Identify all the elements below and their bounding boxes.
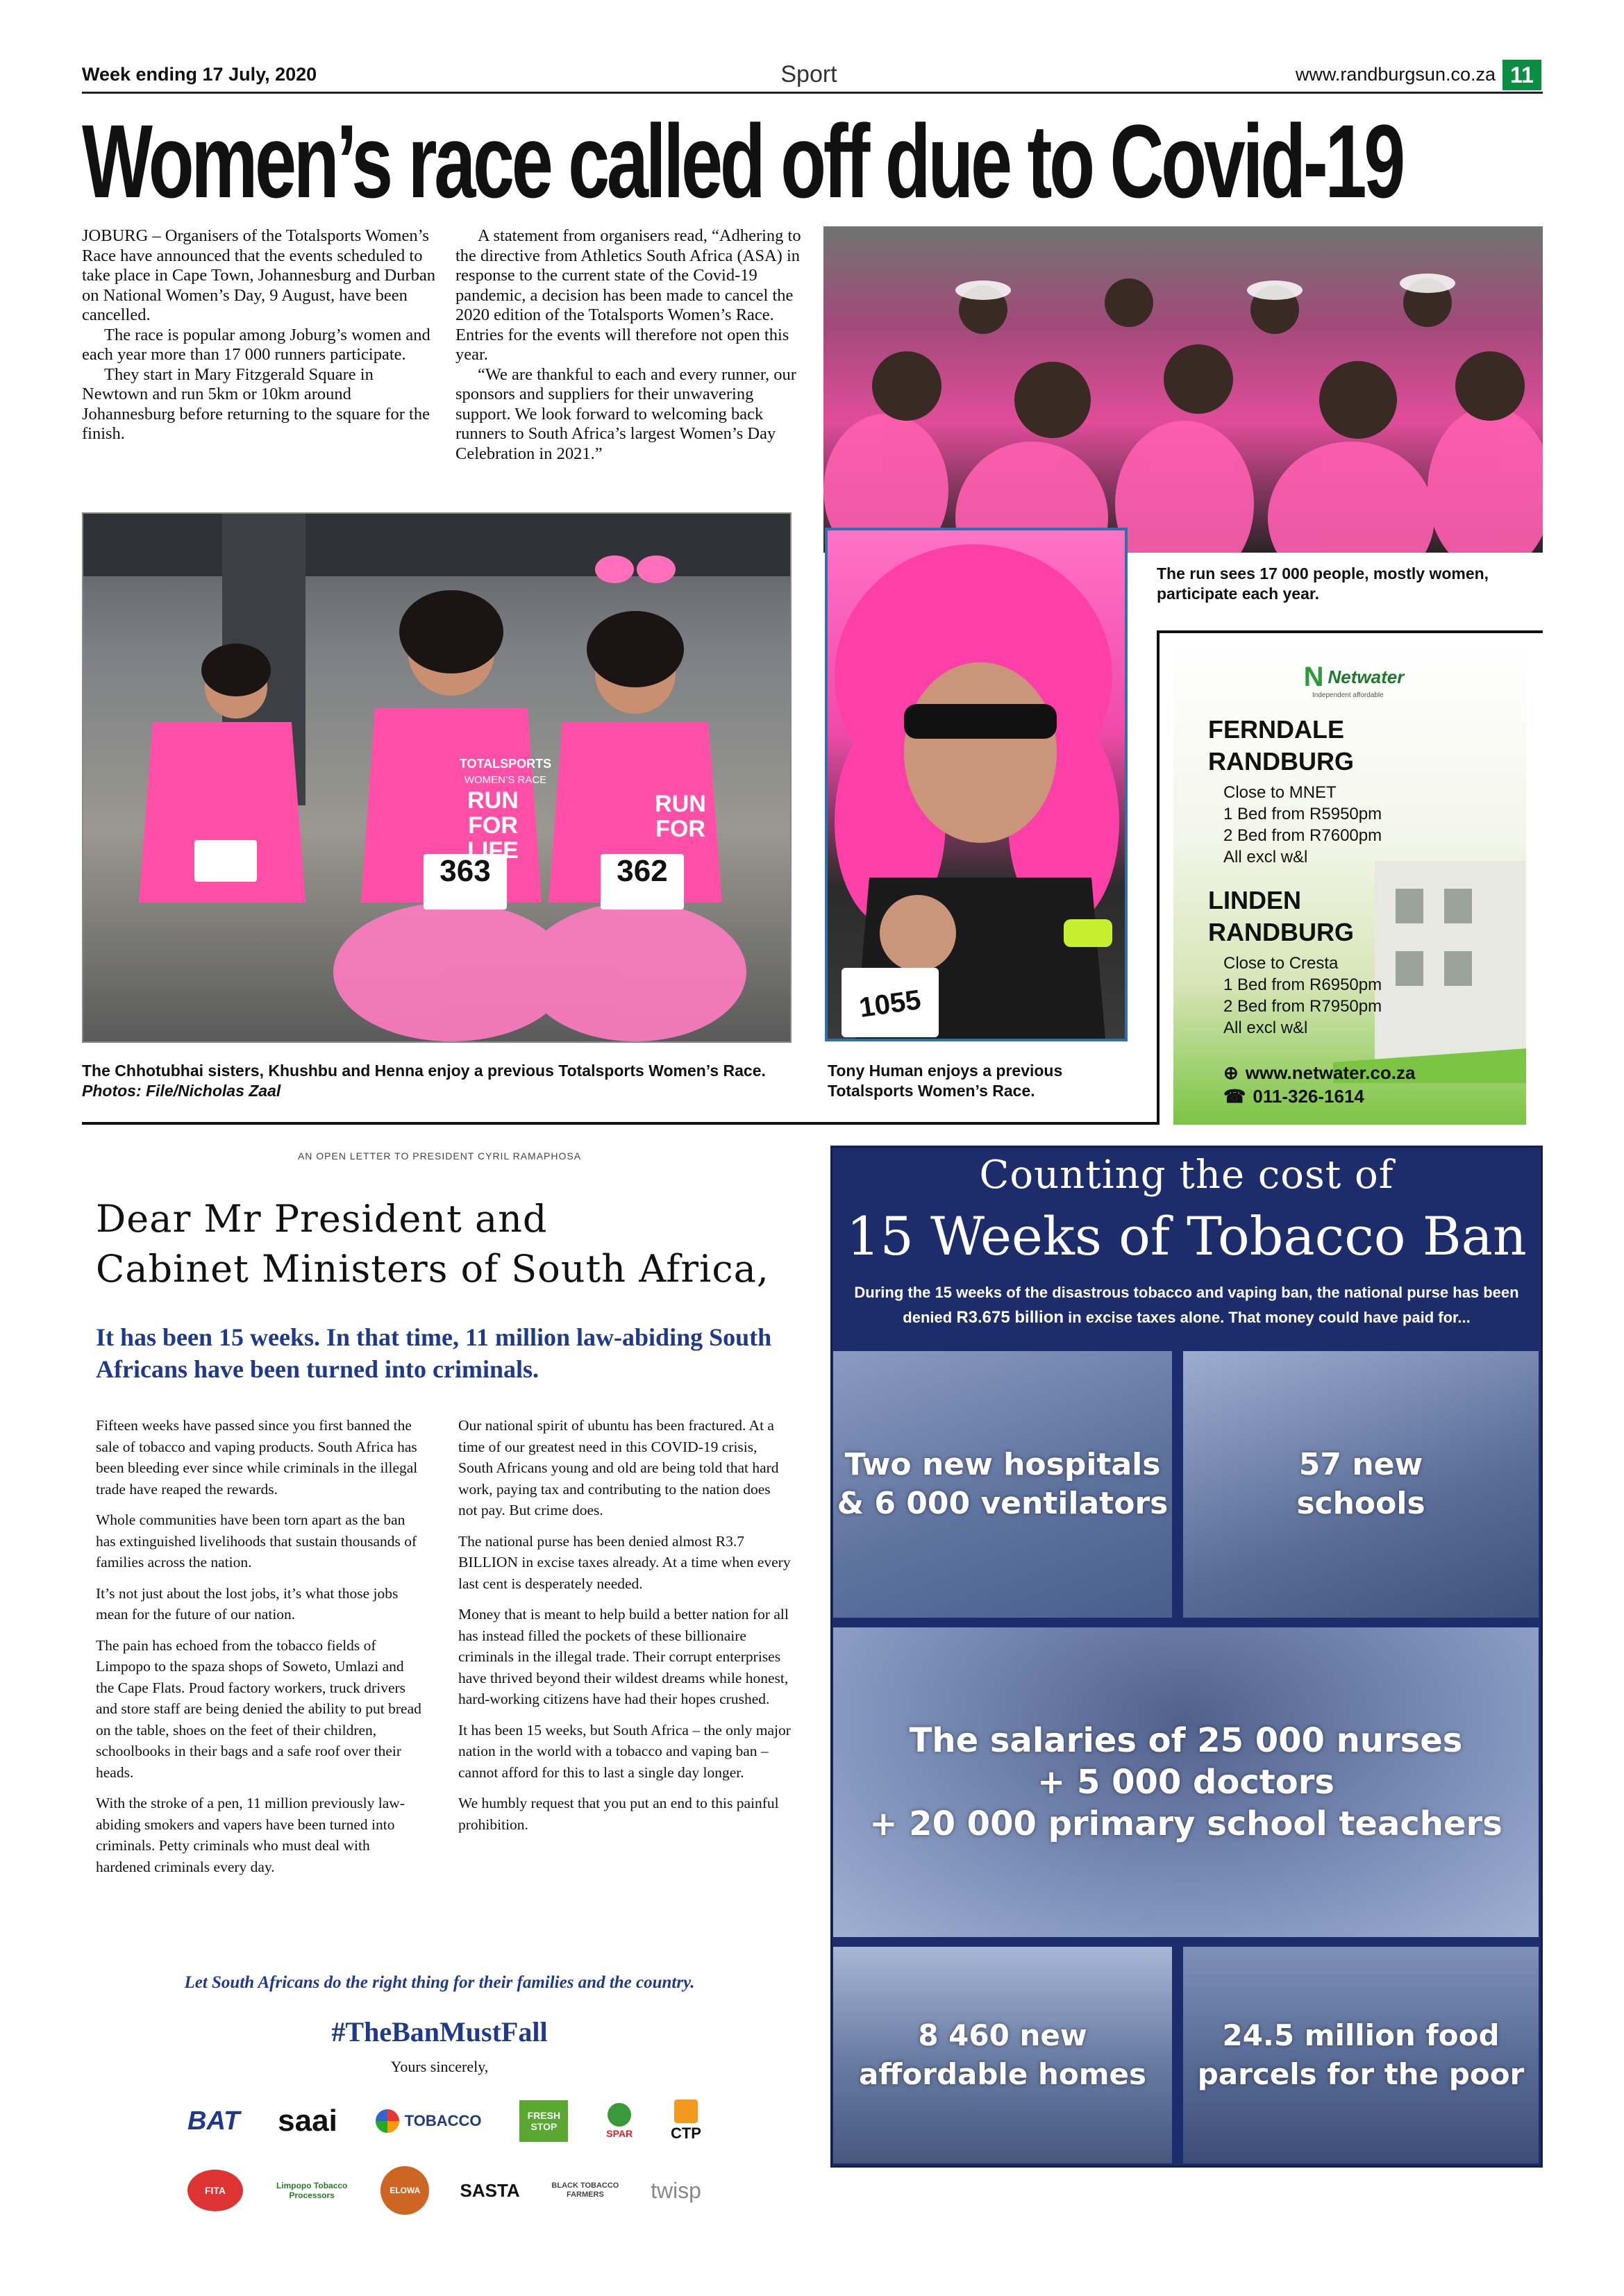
area-details <box>1223 953 1382 1039</box>
area-detail-line: 2 Bed from R7950pm <box>1223 997 1382 1016</box>
tony-caption: Tony Human enjoys a previous Totalsports Women’s Race. <box>828 1062 1063 1100</box>
ctp-text: CTP <box>670 2125 701 2142</box>
area-detail-line: Close to MNET <box>1223 783 1337 802</box>
tony-photo-illustration <box>828 530 1125 1039</box>
hashtag[interactable]: #TheBanMustFall <box>331 2016 548 2047</box>
intro-amount: R3.675 billion <box>956 1308 1064 1327</box>
globe-icon: ⊕ <box>1223 1062 1239 1083</box>
elowa-logo: ELOWA <box>380 2166 429 2215</box>
saai-logo: saai <box>278 2104 337 2138</box>
article-bottom-rule <box>82 1122 1160 1125</box>
netwater-phone[interactable]: 011-326-1614 <box>1253 1086 1364 1107</box>
letter-paragraph: Fifteen weeks have passed since you first banned the sale of tobacco and vaping products. South Africa has been bleeding ever since while criminals in the illegal trade have reaped the rewards. <box>96 1417 418 1498</box>
tile-schools <box>1183 1351 1539 1618</box>
black-tobacco-farmers-logo: BLACK TOBACCO FARMERS <box>551 2181 619 2199</box>
shirt-text: RUN FOR <box>655 791 706 842</box>
letter-paragraph: It has been 15 weeks, but South Africa – the only major nation in the world with a tobacco and vaping ban – cannot afford for this to last a single day longer. <box>458 1721 791 1781</box>
bat-logo: BAT <box>187 2106 240 2136</box>
page-number: 11 <box>1502 60 1541 90</box>
letter-subtitle: It has been 15 weeks. In that time, 11 million law-abiding South Africans have been turned into criminals. <box>96 1323 772 1383</box>
shirt-event: WOMEN’S RACE <box>464 774 547 786</box>
phone-icon: ☎ <box>1223 1086 1246 1107</box>
area-details <box>1223 782 1382 868</box>
ctp-logo <box>671 2100 701 2143</box>
twisp-logo: twisp <box>651 2177 701 2203</box>
ad-border-left <box>1157 630 1160 1125</box>
headline: Women’s race called off due to Covid-19 <box>82 103 1403 219</box>
netwater-logo <box>1278 660 1430 694</box>
tobacco-alliance-text: TOBACCO <box>404 2112 482 2129</box>
intro-text: in excise taxes alone. That money could have paid for... <box>1068 1309 1471 1326</box>
sisters-caption-text: The Chhotubhai sisters, Khushbu and Henna enjoy a previous Totalsports Women’s Race. <box>82 1062 766 1080</box>
tile-text: 57 new schools <box>1296 1447 1425 1521</box>
area-detail-line: 2 Bed from R7600pm <box>1223 826 1382 845</box>
tile-text: 8 460 new affordable homes <box>859 2018 1146 2091</box>
letter-col-1 <box>96 1415 422 1887</box>
sisters-caption <box>82 1061 790 1101</box>
tobacco-alliance-icon <box>376 2109 399 2133</box>
tobacco-alliance-logo <box>376 2109 482 2133</box>
crowd-photo <box>823 226 1543 553</box>
sisters-photo <box>82 512 792 1043</box>
crowd-photo-illustration <box>823 226 1543 553</box>
tile-salaries <box>833 1627 1539 1937</box>
tile-food-parcels <box>1183 1947 1539 2163</box>
area-detail-line: 1 Bed from R5950pm <box>1223 805 1382 823</box>
photo-credit: Photos: File/Nicholas Zaal <box>82 1082 281 1100</box>
fresh-stop-logo: FRESH STOP <box>519 2100 568 2142</box>
area-title: LINDEN RANDBURG <box>1208 886 1354 946</box>
netwater-phone-row[interactable] <box>1223 1086 1364 1107</box>
article-paragraph: The race is popular among Joburg’s women and each year more than 17 000 runners participate. <box>82 325 430 364</box>
ctp-icon <box>674 2100 698 2123</box>
shirt-brand: TOTALSPORTS <box>459 757 552 771</box>
netwater-brand: Netwater <box>1328 666 1405 687</box>
article-paragraph: A statement from organisers read, “Adhering to the directive from Athletics South Africa (ASA) in response to the current state of the Covid-19 pandemic, a decision has been made to cancel the 2020 edition of the Totalsports Women’s Race. Entries for the events will therefore not open this year. <box>455 226 801 364</box>
letter-paragraph: Money that is meant to help build a better nation for all has instead filled the pockets of these billionaire criminals in the illegal trade. Their corrupt enterprises have thrived beyond their wildest dreams while honest, hard-working citizens have had their hopes crushed. <box>458 1606 789 1707</box>
netwater-n-icon: N <box>1303 661 1324 692</box>
netwater-website[interactable]: www.netwater.co.za <box>1245 1062 1416 1083</box>
letter-paragraph: Whole communities have been torn apart as the ban has extinguished livelihoods that sustain thousands of families across the nation. <box>96 1511 417 1570</box>
fita-logo: FITA <box>187 2170 243 2211</box>
letter-paragraph: The pain has echoed from the tobacco fields of Limpopo to the spaza shops of Soweto, Umlazi and the Cape Flats. Proud factory workers, truck drivers and store staff are being denied the ability to put bread on the table, shoes on the feet of their children, schoolbooks in their bags and a safe roof over their heads. <box>96 1636 421 1781</box>
tobacco-ad-line2: 15 Weeks of Tobacco Ban <box>846 1205 1527 1267</box>
sponsor-logos-row-2 <box>187 2159 701 2222</box>
letter-paragraph: Our national spirit of ubuntu has been fractured. At a time of our greatest need in this COVID-19 crisis, South Africans young and old are being told that hard work, paying tax and contributing to the nation does not pay. But crime does. <box>458 1417 779 1518</box>
netwater-tagline: Independent affordable <box>1312 692 1384 699</box>
shirt-text: RUN FOR LIFE <box>467 787 519 864</box>
area-detail-line: All excl w&l <box>1223 848 1308 866</box>
netwater-web-row[interactable] <box>1223 1062 1415 1084</box>
tile-hospitals <box>833 1351 1172 1618</box>
header-rule <box>82 92 1543 94</box>
article-col-1 <box>82 226 436 444</box>
limpopo-logo: Limpopo Tobacco Processors <box>276 2181 348 2200</box>
letter-paragraph: We humbly request that you put an end to this painful prohibition. <box>458 1795 779 1833</box>
tile-homes <box>833 1947 1172 2163</box>
area-detail-line: All excl w&l <box>1223 1019 1308 1037</box>
race-bib: 363 <box>440 854 491 888</box>
area-title: FERNDALE RANDBURG <box>1208 715 1354 776</box>
race-bib: 1055 <box>857 984 923 1023</box>
article-col-2 <box>455 226 810 464</box>
intro-text: During the 15 weeks of the disastrous tobacco and vaping ban, the national purse has been denied <box>854 1284 1519 1326</box>
article-paragraph: JOBURG – Organisers of the Totalsports Women’s Race have announced that the events scheduled to take place in Cape Town, Johannesburg and Durban on National Women’s Day, 9 August, have been cancelled. <box>82 226 436 324</box>
netwater-ad <box>1173 646 1526 1125</box>
sasta-logo: SASTA <box>460 2179 520 2201</box>
sisters-photo-illustration <box>83 514 792 1043</box>
article-paragraph: They start in Mary Fitzgerald Square in Newtown and run 5km or 10km around Johannesburg before returning to the square for the finish. <box>82 364 430 443</box>
letter-col-2 <box>458 1415 792 1845</box>
letter-closing: Let South Africans do the right thing for their families and the country. <box>184 1973 695 1992</box>
tile-text: 24.5 million food parcels for the poor <box>1197 2018 1525 2091</box>
tobacco-ad-line1: Counting the cost of <box>979 1153 1394 1198</box>
ad-border-top <box>1157 630 1543 633</box>
spar-icon <box>608 2103 631 2127</box>
issue-date: Week ending 17 July, 2020 <box>82 64 317 85</box>
section-label: Sport <box>780 61 837 87</box>
race-bib: 362 <box>617 854 668 888</box>
sponsor-logos-row-1 <box>187 2097 701 2145</box>
area-detail-line: 1 Bed from R6950pm <box>1223 975 1382 994</box>
letter-paragraph: The national purse has been denied almost R3.7 BILLION in excise taxes already. At a time when every last cent is desperately needed. <box>458 1532 791 1592</box>
spar-logo <box>606 2103 633 2139</box>
spar-text: SPAR <box>606 2128 633 2139</box>
website-link[interactable]: www.randburgsun.co.za <box>1295 64 1496 85</box>
crowd-caption: The run sees 17 000 people, mostly women, participate each year. <box>1157 564 1489 603</box>
tony-photo <box>825 528 1128 1041</box>
letter-kicker: AN OPEN LETTER TO PRESIDENT CYRIL RAMAPHOSA <box>297 1150 582 1162</box>
tobacco-ad-intro <box>844 1280 1529 1330</box>
tile-text: The salaries of 25 000 nurses + 5 000 doctors + 20 000 primary school teachers <box>869 1721 1502 1843</box>
article-paragraph: “We are thankful to each and every runner, our sponsors and suppliers for their unwavering support. We look forward to welcoming back runners to South Africa’s largest Women’s Day Celebration in 2021.” <box>455 364 796 463</box>
letter-title: Dear Mr President and Cabinet Ministers of South Africa, <box>96 1197 769 1291</box>
letter-signoff: Yours sincerely, <box>390 2058 489 2075</box>
area-detail-line: Close to Cresta <box>1223 954 1339 973</box>
letter-paragraph: It’s not just about the lost jobs, it’s what those jobs mean for the future of our nation. <box>96 1584 399 1623</box>
letter-paragraph: With the stroke of a pen, 11 million previously law-abiding smokers and vapers have been turned into criminals. Petty criminals who must deal with hardened criminals every day. <box>96 1795 405 1875</box>
tile-text: Two new hospitals & 6 000 ventilators <box>837 1447 1169 1521</box>
